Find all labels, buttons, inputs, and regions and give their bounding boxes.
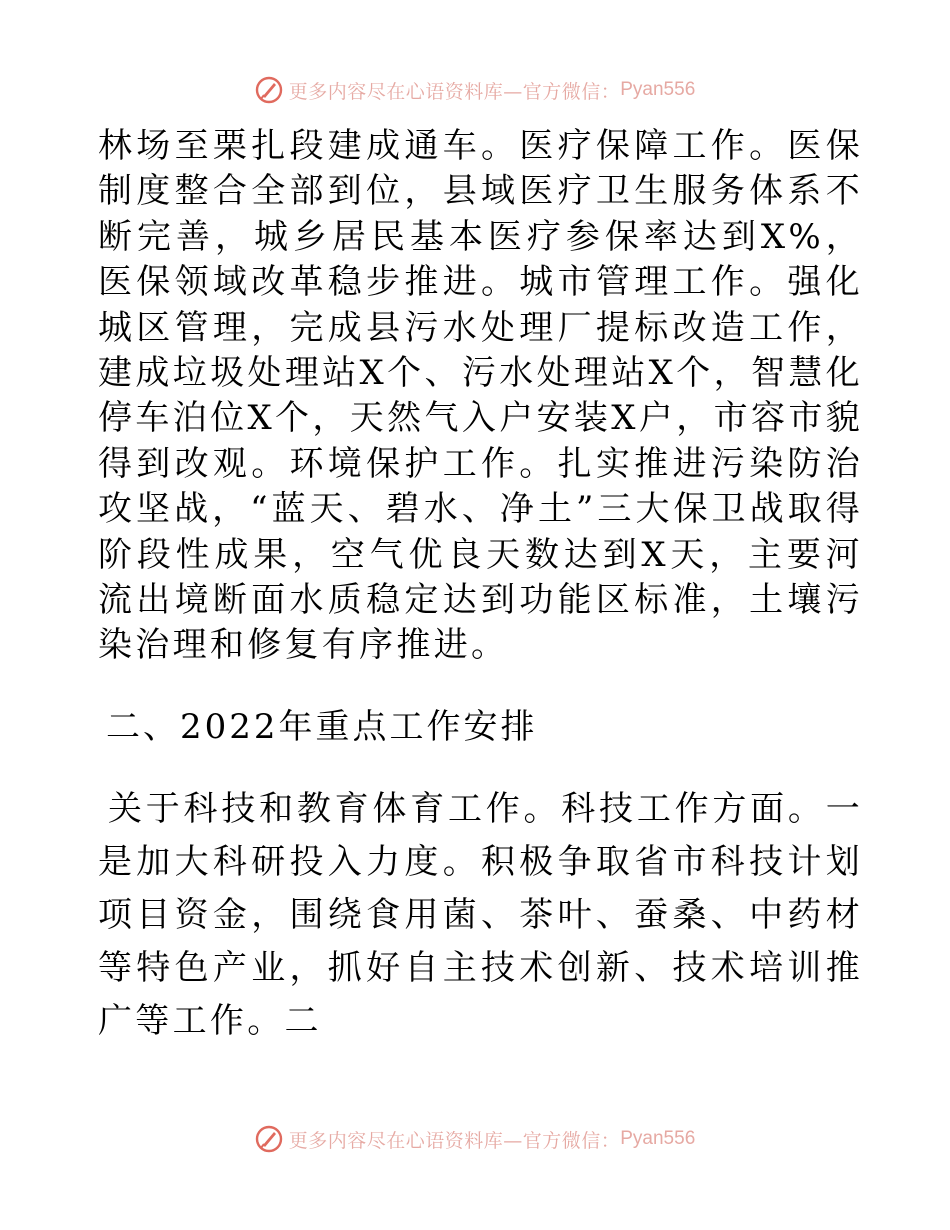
watermark-text: 更多内容尽在心语资料库—官方微信：: [288, 1129, 621, 1152]
footer-watermark: [0, 1121, 950, 1157]
watermark-text: 更多内容尽在心语资料库—官方微信：: [288, 80, 621, 103]
watermark-wechat-id: Pyan556: [620, 79, 696, 100]
header-watermark: [0, 72, 950, 108]
body-paragraph-2: 关于科技和教育体育工作。科技工作方面。一是加大科研投入力度。积极争取省市科技计划项目资金，围绕食用菌、茶叶、蚕桑、中药材等特色产业，抓好自主技术创新、技术培训推广等工作。二: [98, 788, 863, 1041]
watermark-wechat-id: Pyan556: [620, 1128, 696, 1149]
body-paragraph-1: 林场至栗扎段建成通车。医疗保障工作。医保制度整合全部到位，县域医疗卫生服务体系不断完善，城乡居民基本医疗参保率达到X%，医保领域改革稳步推进。城市管理工作。强化城区管理，完成县污水处理厂提标改造工作，建成垃圾处理站X个、污水处理站X个，智慧化停车泊位X个，天然气入户安装X户，市容市貌得到改观。环境保护工作。扎实推进污染防治攻坚战，“蓝天、碧水、净土”三大保卫战取得阶段性成果，空气优良天数达到X天，主要河流出境断面水质稳定达到功能区标准，土壤污染治理和修复有序推进。: [98, 126, 863, 666]
document-body: [98, 124, 863, 1048]
quill-pen-seal-icon: [255, 1125, 283, 1153]
section-heading: 二、2022年重点工作安排: [106, 706, 538, 747]
quill-pen-seal-icon: [255, 76, 283, 104]
